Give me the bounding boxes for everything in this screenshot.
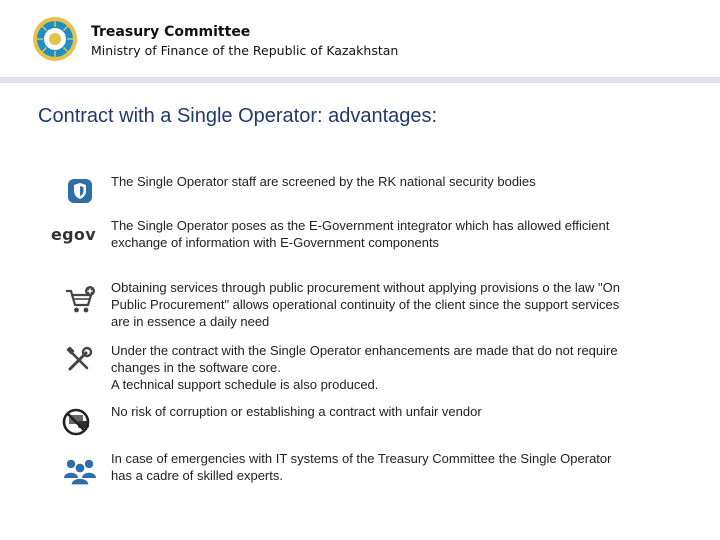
advantage-text-line: Public Procurement" allows operational continuity of the client since the support services xyxy=(111,297,620,312)
advantage-text-line: No risk of corruption or establishing a contract with unfair vendor xyxy=(111,404,482,419)
advantage-text-line: are in essence a daily need xyxy=(111,314,270,329)
header xyxy=(0,0,720,80)
org-title: Treasury Committee xyxy=(91,24,251,40)
no-corruption-icon xyxy=(62,406,96,438)
advantage-text xyxy=(111,450,671,484)
header-divider xyxy=(0,77,720,83)
advantage-text-line: The Single Operator staff are screened by the RK national security bodies xyxy=(111,174,536,189)
slide-title: Contract with a Single Operator: advantages: xyxy=(38,105,438,127)
advantage-text-line: exchange of information with E-Government components xyxy=(111,235,440,250)
egov-logo xyxy=(51,225,103,247)
advantage-text xyxy=(111,403,671,420)
kazakhstan-emblem-logo xyxy=(32,16,78,62)
shopping-cart-icon xyxy=(64,285,96,315)
advantage-text xyxy=(111,217,671,251)
advantage-text-line: Obtaining services through public procurement without applying provisions o the law "On xyxy=(111,280,620,295)
advantage-text-line: has a cadre of skilled experts. xyxy=(111,468,283,483)
advantage-text-line: Under the contract with the Single Operator enhancements are made that do not require xyxy=(111,343,618,358)
egov-logo-text: egov xyxy=(51,225,96,244)
advantage-text xyxy=(111,173,671,190)
advantage-text-line: The Single Operator poses as the E-Government integrator which has allowed efficient xyxy=(111,218,610,233)
advantage-text-line: A technical support schedule is also produced. xyxy=(111,377,379,392)
tools-icon xyxy=(65,346,93,374)
advantage-text xyxy=(111,342,671,393)
org-subtitle: Ministry of Finance of the Republic of Kazakhstan xyxy=(91,43,399,58)
advantage-text-line: In case of emergencies with IT systems of the Treasury Committee the Single Operator xyxy=(111,451,612,466)
security-shield-icon xyxy=(67,178,93,204)
advantage-text xyxy=(111,279,671,330)
advantage-text-line: changes in the software core. xyxy=(111,360,281,375)
team-icon xyxy=(63,456,97,486)
